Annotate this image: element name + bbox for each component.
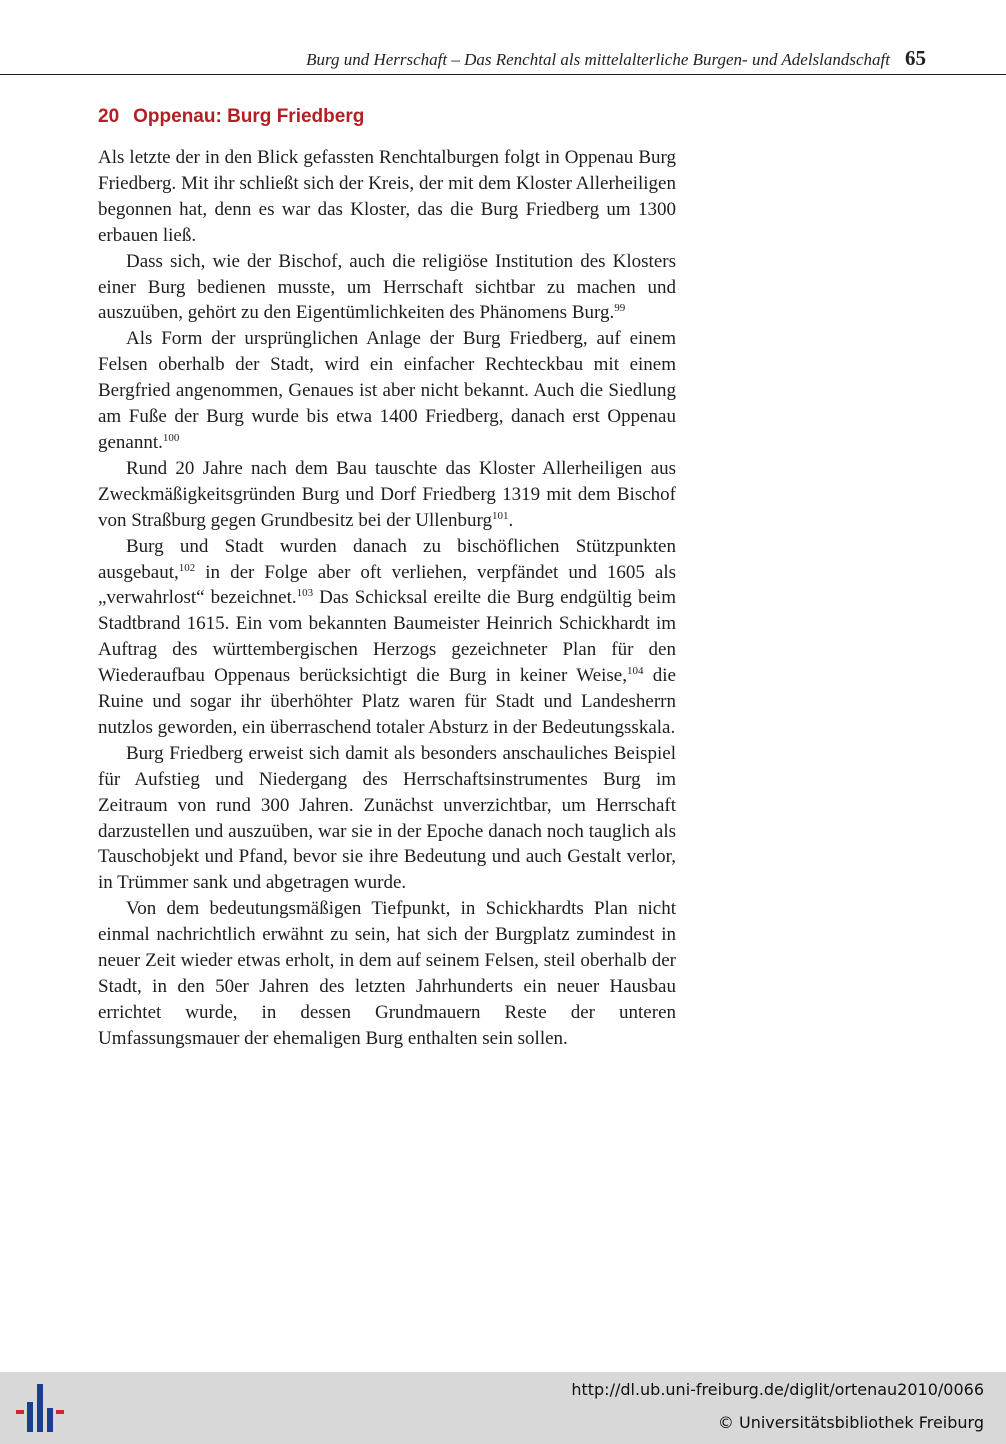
paragraph: [98, 326, 676, 456]
page-number: 65: [905, 46, 926, 70]
paragraph-text: Burg Friedberg erweist sich damit als besonders anschauliches Beispiel für Aufstieg und Niedergang des Herrschaftsinstrumentes Burg im Zeitraum von rund 300 Jahren. Zunächst unverzichtbar, um Herrschaft darzustellen und auszuüben, war sie in der Epoche danach noch tauglich als Tauschobjekt und Pfand, bevor sie ihre Bedeutung und auch Gestalt verlor, in Trümmer sank und abgetragen wurde.: [98, 742, 676, 894]
paragraph: [98, 534, 676, 741]
section-heading: [98, 106, 364, 128]
footnote-marker[interactable]: 100: [162, 431, 180, 444]
paragraph: [98, 896, 676, 1051]
paragraph-text: Als letzte der in den Blick gefassten Renchtalburgen folgt in Oppenau Burg Friedberg. Mit ihr schließt sich der Kreis, der mit dem Kloster Allerheiligen begonnen hat, denn es war das Kloster, das die Burg Friedberg um 1300 erbauen ließ.: [98, 147, 676, 246]
university-library-logo-icon: [14, 1380, 66, 1436]
footnote-marker[interactable]: 99: [614, 302, 626, 315]
paragraph-text: .: [508, 509, 514, 531]
paragraph: [98, 145, 676, 249]
paragraph-text: Als Form der ursprünglichen Anlage der Burg Friedberg, auf einem Felsen oberhalb der Stadt, wird ein einfacher Rechteckbau mit einem Bergfried angenommen, Genaues ist aber nicht bekannt. Auch die Siedlung am Fuße der Burg wurde bis etwa 1400 Friedberg, danach erst Oppenau genannt.: [98, 328, 676, 453]
footer-url-link[interactable]: http://dl.ub.uni-freiburg.de/diglit/ortenau2010/0066: [571, 1380, 984, 1399]
paragraph: [98, 741, 676, 896]
running-header: [0, 46, 1006, 75]
footer-copyright: © Universitätsbibliothek Freiburg: [717, 1413, 984, 1432]
section-number: 20: [98, 106, 120, 127]
body-text: [98, 145, 676, 1052]
paragraph-text: in der Folge aber oft verliehen, verpfändet und 1605 als „verwahrlost“ bezeichnet.: [98, 561, 676, 609]
paragraph: [98, 456, 676, 534]
paragraph-text: Dass sich, wie der Bischof, auch die religiöse Institution des Klosters einer Burg bedienen musste, um Herrschaft sichtbar zu machen und auszuüben, gehört zu den Eigentümlichkeiten des Phänomens Burg.: [98, 250, 676, 324]
running-title: Burg und Herrschaft – Das Renchtal als mittelalterliche Burgen- und Adelslandschaft: [306, 50, 890, 69]
paragraph: [98, 249, 676, 327]
footnote-marker[interactable]: 102: [178, 561, 196, 574]
footnote-marker[interactable]: 104: [626, 665, 644, 678]
footer-bar: [0, 1372, 1006, 1444]
paragraph-text: Das Schicksal ereilte die Burg endgültig beim Stadtbrand 1615. Ein vom bekannten Baumeister Heinrich Schickhardt im Auftrag des württembergischen Herzogs gezeichneter Plan für den Wiederaufbau Oppenaus berücksichtigt die Burg in keiner Weise,: [98, 587, 676, 687]
section-title: Oppenau: Burg Friedberg: [133, 106, 365, 127]
paragraph-text: die Ruine und sogar ihr überhöhter Platz waren für Stadt und Landesherrn nutzlos geworden, ein überraschend totaler Absturz in der Bedeutungsskala.: [98, 665, 676, 738]
paragraph-text: Rund 20 Jahre nach dem Bau tauschte das Kloster Allerheiligen aus Zweckmäßigkeitsgründen Burg und Dorf Friedberg 1319 mit dem Bischof von Straßburg gegen Grundbesitz bei der Ullenburg: [98, 457, 676, 531]
footnote-marker[interactable]: 103: [296, 587, 314, 600]
paragraph-text: Von dem bedeutungsmäßigen Tiefpunkt, in Schickhardts Plan nicht einmal nachrichtlich erwähnt zu sein, hat sich der Burgplatz zumindest in neuer Zeit wieder etwas erholt, in dem auf seinem Felsen, steil oberhalb der Stadt, in den 50er Jahren des letzten Jahrhunderts ein neuer Hausbau errichtet wurde, in dessen Grundmauern Reste der unteren Umfassungsmauer der ehemaligen Burg enthalten sein sollen.: [98, 898, 676, 1049]
paragraph-text: Burg und Stadt wurden danach zu bischöflichen Stützpunkten ausgebaut,: [98, 535, 676, 583]
footnote-marker[interactable]: 101: [492, 509, 509, 522]
